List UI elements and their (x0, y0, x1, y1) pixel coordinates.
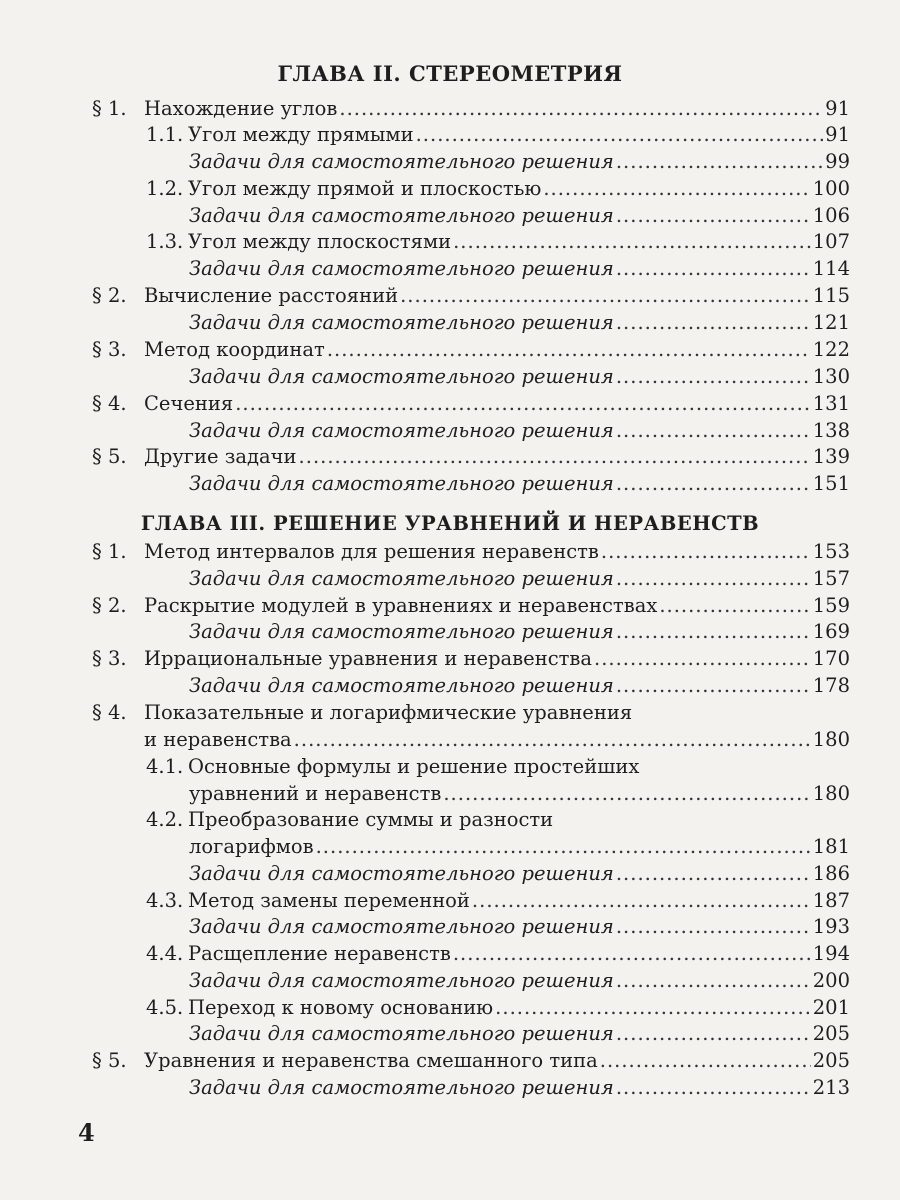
toc-entry (189, 149, 850, 175)
entry-title: Расщепление неравенств (188, 942, 451, 965)
entry-title: и неравенства (144, 728, 292, 751)
entry-page: 138 (812, 419, 850, 442)
entry-title: Уравнения и неравенства смешанного типа (144, 1049, 598, 1072)
entry-title: Метод интервалов для решения неравенств (144, 540, 599, 563)
dot-leader (600, 1048, 811, 1074)
entry-number: § 5. (92, 445, 127, 468)
toc-entry (146, 176, 850, 202)
dot-leader (443, 781, 810, 807)
entry-page: 159 (812, 594, 850, 617)
entry-title: Задачи для самостоятельного решения (189, 620, 614, 643)
toc-entry (189, 673, 850, 699)
dot-leader (316, 834, 811, 860)
entry-page: 100 (812, 177, 850, 200)
entry-page: 205 (812, 1022, 850, 1045)
dot-leader (616, 619, 811, 645)
entry-page: 181 (812, 835, 850, 858)
entry-title: Задачи для самостоятельного решения (189, 257, 614, 280)
toc-entry (189, 203, 850, 229)
page-number: 4 (78, 1118, 95, 1147)
toc-entry (189, 914, 850, 940)
dot-leader (616, 1021, 811, 1047)
entry-number: 1.2. (146, 177, 184, 200)
entry-title: Иррациональные уравнения и неравенства (144, 647, 593, 670)
entry-title: Другие задачи (144, 445, 297, 468)
entry-title: Задачи для самостоятельного решения (189, 365, 614, 388)
entry-page: 157 (812, 567, 850, 590)
entry-page: 193 (812, 915, 850, 938)
entry-page: 194 (812, 942, 850, 965)
entry-title: Угол между плоскостями (188, 230, 452, 253)
entry-page: 115 (812, 284, 850, 307)
dot-leader (616, 310, 811, 336)
toc-entry (146, 807, 850, 833)
toc-entry (146, 888, 850, 914)
entry-title: логарифмов (189, 835, 314, 858)
entry-title: Задачи для самостоятельного решения (189, 674, 614, 697)
entry-title: Задачи для самостоятельного решения (189, 567, 614, 590)
dot-leader (543, 176, 810, 202)
toc-entry (92, 337, 850, 363)
entry-page: 178 (812, 674, 850, 697)
dot-leader (616, 914, 811, 940)
chapter-heading: ГЛАВА II. СТЕРЕОМЕТРИЯ (277, 61, 623, 86)
toc-entry (92, 1048, 850, 1074)
entry-page: 153 (812, 540, 850, 563)
entry-title: Метод координат (144, 338, 325, 361)
dot-leader (400, 283, 811, 309)
entry-title: Основные формулы и решение простейших (188, 755, 640, 778)
dot-leader (616, 861, 811, 887)
entry-title: Задачи для самостоятельного решения (189, 472, 614, 495)
dot-leader (594, 646, 811, 672)
dot-leader (299, 444, 811, 470)
entry-number: § 3. (92, 338, 127, 361)
entry-page: 106 (812, 204, 850, 227)
entry-page: 170 (812, 647, 850, 670)
toc-entry (189, 1075, 850, 1101)
entry-number: § 2. (92, 594, 127, 617)
entry-page: 205 (812, 1049, 850, 1072)
entry-title: Задачи для самостоятельного решения (189, 969, 614, 992)
dot-leader (339, 96, 823, 122)
entry-title: Нахождение углов (144, 97, 338, 120)
entry-title: Задачи для самостоятельного решения (189, 311, 614, 334)
toc-entry (189, 834, 850, 860)
toc-entry (189, 968, 850, 994)
entry-number: § 3. (92, 647, 127, 670)
entry-page: 91 (825, 97, 850, 120)
toc-entry (144, 727, 850, 753)
entry-page: 122 (812, 338, 850, 361)
dot-leader (472, 888, 811, 914)
toc-entry (92, 539, 850, 565)
dot-leader (616, 566, 811, 592)
dot-leader (601, 539, 811, 565)
toc-entry (92, 96, 850, 122)
entry-title: Раскрытие модулей в уравнениях и неравенствах (144, 594, 658, 617)
toc-entry (189, 364, 850, 390)
entry-page: 139 (812, 445, 850, 468)
dot-leader (616, 471, 811, 497)
entry-title: Задачи для самостоятельного решения (189, 150, 614, 173)
entry-title: Угол между прямой и плоскостью (188, 177, 542, 200)
entry-number: § 1. (92, 97, 127, 120)
dot-leader (616, 256, 811, 282)
entry-title: Задачи для самостоятельного решения (189, 915, 614, 938)
entry-page: 121 (812, 311, 850, 334)
entry-number: 1.1. (146, 123, 184, 146)
entry-page: 151 (812, 472, 850, 495)
entry-page: 99 (825, 150, 850, 173)
toc-entry (189, 471, 850, 497)
dot-leader (453, 941, 811, 967)
entry-title: Задачи для самостоятельного решения (189, 862, 614, 885)
entry-page: 180 (812, 782, 850, 805)
toc-entry (146, 941, 850, 967)
entry-title: Задачи для самостоятельного решения (189, 204, 614, 227)
toc-entry (146, 229, 850, 255)
entry-page: 201 (812, 996, 850, 1019)
toc-entry (92, 593, 850, 619)
dot-leader (616, 203, 811, 229)
entry-number: § 4. (92, 701, 127, 724)
entry-page: 130 (812, 365, 850, 388)
entry-number: 4.3. (146, 889, 184, 912)
entry-number: § 1. (92, 540, 127, 563)
dot-leader (616, 149, 823, 175)
entry-title: Задачи для самостоятельного решения (189, 1022, 614, 1045)
toc-entry (146, 754, 850, 780)
entry-page: 200 (812, 969, 850, 992)
entry-page: 169 (812, 620, 850, 643)
dot-leader (294, 727, 811, 753)
entry-number: 4.2. (146, 808, 184, 831)
toc-entry (92, 391, 850, 417)
entry-page: 114 (812, 257, 850, 280)
toc-entry (92, 646, 850, 672)
toc-entry (189, 781, 850, 807)
entry-page: 91 (825, 123, 850, 146)
entry-title: Метод замены переменной (188, 889, 470, 912)
toc-entry (189, 1021, 850, 1047)
entry-title: Угол между прямыми (188, 123, 414, 146)
chapter-heading: ГЛАВА III. РЕШЕНИЕ УРАВНЕНИЙ И НЕРАВЕНСТВ (140, 512, 760, 535)
toc-entry (189, 566, 850, 592)
entry-title: Задачи для самостоятельного решения (189, 419, 614, 442)
toc-entry (189, 861, 850, 887)
toc-entry (189, 310, 850, 336)
toc-entry (146, 995, 850, 1021)
dot-leader (616, 364, 811, 390)
toc-entry (92, 283, 850, 309)
dot-leader (616, 673, 811, 699)
entry-page: 107 (812, 230, 850, 253)
entry-number: § 4. (92, 392, 127, 415)
dot-leader (416, 122, 824, 148)
entry-number: § 2. (92, 284, 127, 307)
entry-page: 213 (812, 1076, 850, 1099)
toc-entry (189, 256, 850, 282)
dot-leader (616, 418, 811, 444)
dot-leader (659, 593, 810, 619)
dot-leader (616, 968, 811, 994)
dot-leader (495, 995, 811, 1021)
dot-leader (616, 1075, 811, 1101)
entry-page: 186 (812, 862, 850, 885)
toc-entry (189, 418, 850, 444)
entry-title: Сечения (144, 392, 234, 415)
entry-number: 4.1. (146, 755, 184, 778)
toc-entry (92, 444, 850, 470)
entry-number: § 5. (92, 1049, 127, 1072)
entry-number: 4.4. (146, 942, 184, 965)
entry-number: 1.3. (146, 230, 184, 253)
entry-title: Переход к новому основанию (188, 996, 494, 1019)
dot-leader (235, 391, 811, 417)
entry-title: Преобразование суммы и разности (188, 808, 554, 831)
toc-entry (92, 700, 850, 726)
entry-title: Вычисление расстояний (144, 284, 399, 307)
entry-page: 187 (812, 889, 850, 912)
dot-leader (327, 337, 811, 363)
toc-entry (146, 122, 850, 148)
entry-title: уравнений и неравенств (189, 782, 442, 805)
entry-title: Задачи для самостоятельного решения (189, 1076, 614, 1099)
toc-entry (189, 619, 850, 645)
entry-page: 180 (812, 728, 850, 751)
entry-page: 131 (812, 392, 850, 415)
entry-title: Показательные и логарифмические уравнения (144, 701, 633, 724)
dot-leader (453, 229, 811, 255)
entry-number: 4.5. (146, 996, 184, 1019)
